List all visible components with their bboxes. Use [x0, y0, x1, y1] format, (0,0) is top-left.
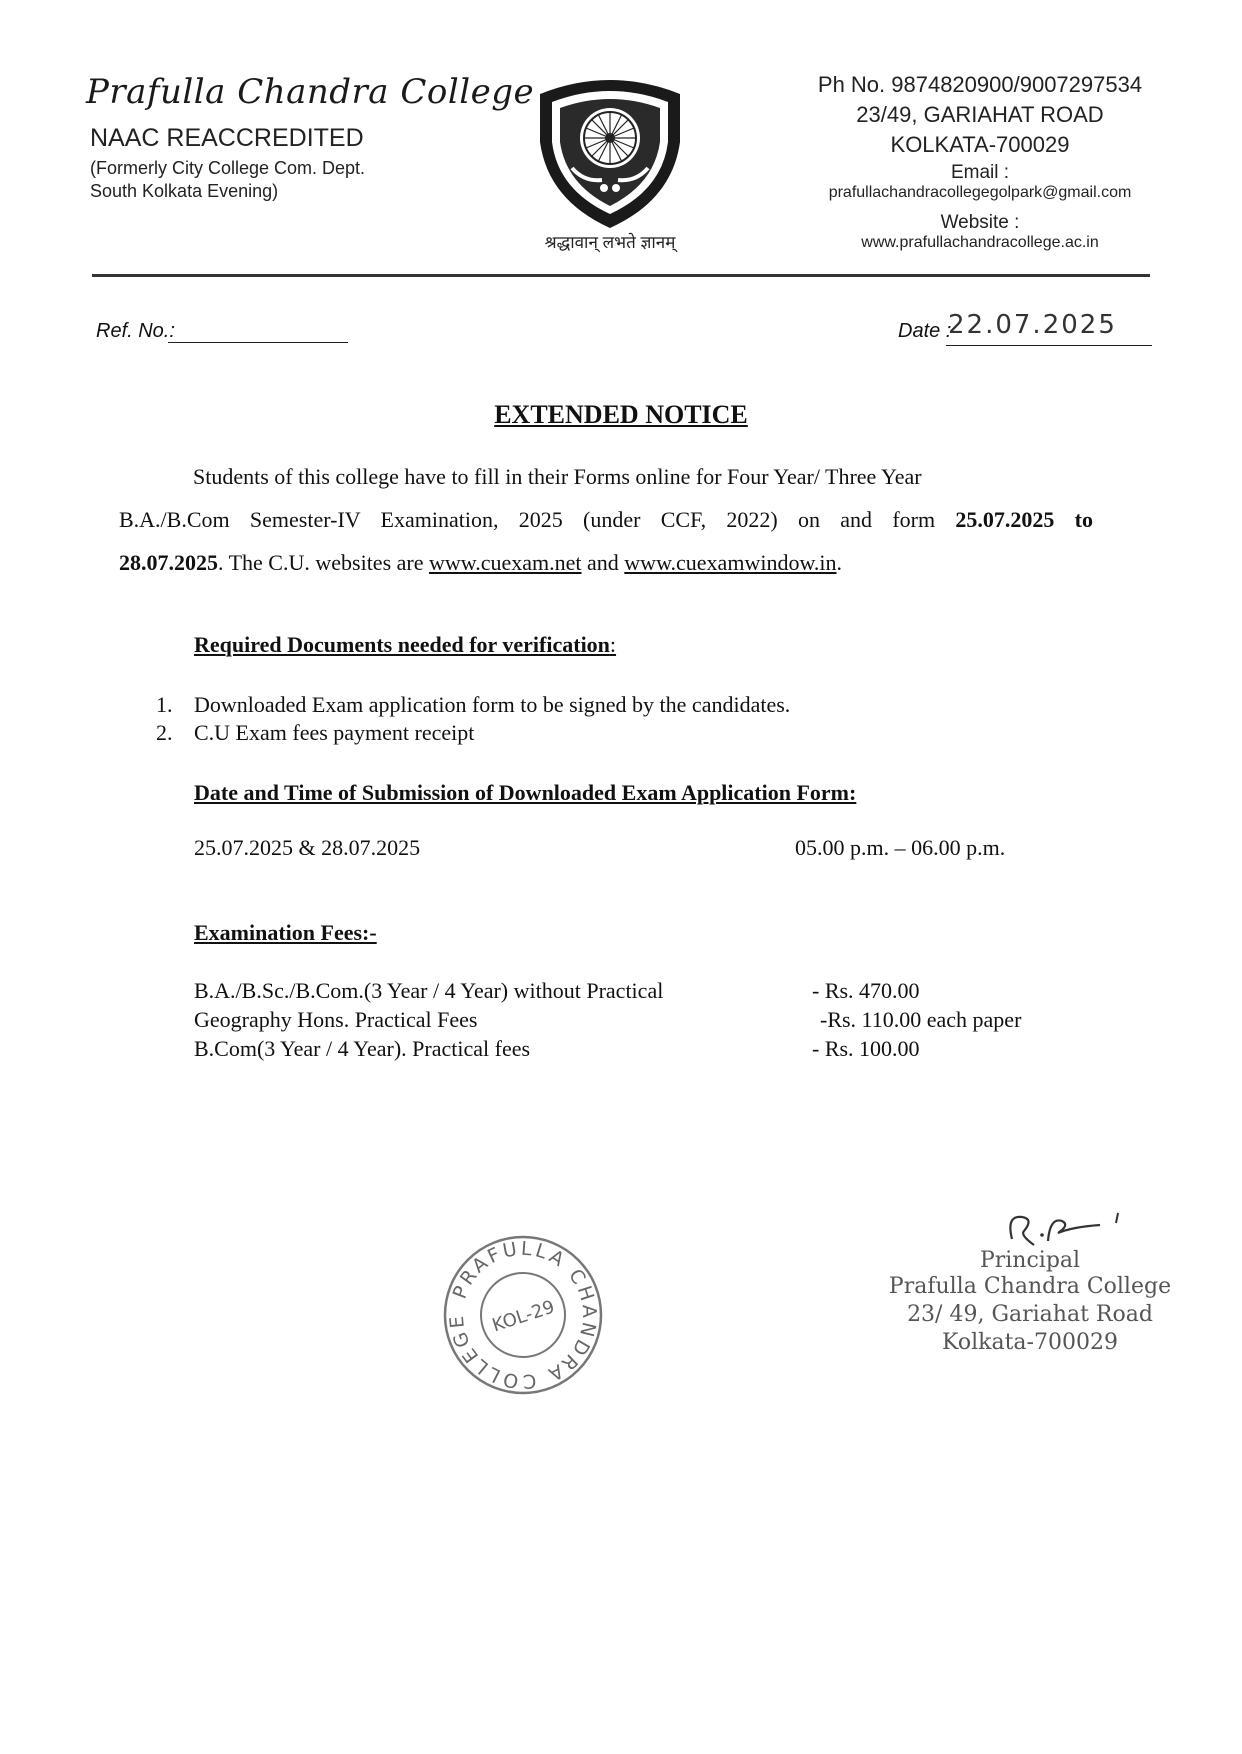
college-motto: श्रद्धावान् लभते ज्ञानम् — [544, 233, 676, 252]
college-seal-stamp — [440, 1232, 606, 1398]
date-blank-line — [946, 345, 1152, 346]
accreditation-text: NAAC REACCREDITED — [90, 124, 364, 152]
end-date: 28.07.2025 — [119, 550, 218, 575]
notice-paragraph-line-2 — [119, 498, 1093, 541]
fee-label: B.A./B.Sc./B.Com.(3 Year / 4 Year) without Practical — [194, 978, 664, 1003]
formerly-line-2: South Kolkata Evening) — [90, 181, 279, 201]
fee-label: Geography Hons. Practical Fees — [194, 1007, 478, 1032]
para-text: . The C.U. websites are — [218, 550, 429, 575]
examination-fees-heading: Examination Fees:- — [194, 920, 377, 945]
submission-heading: Date and Time of Submission of Downloaded Exam Application Form: — [194, 780, 857, 805]
submission-dates: 25.07.2025 & 28.07.2025 — [194, 835, 421, 860]
list-item: Downloaded Exam application form to be signed by the candidates. — [194, 692, 791, 717]
date-label: Date : — [898, 320, 952, 342]
header-divider — [92, 274, 1150, 277]
start-date-range: 25.07.2025 to — [955, 507, 1093, 532]
fee-label: B.Com(3 Year / 4 Year). Practical fees — [194, 1036, 531, 1061]
email-address: prafullachandracollegegolpark@gmail.com — [828, 184, 1132, 201]
notice-paragraph-line-3 — [119, 541, 1093, 584]
heading-text: Required Documents needed for verification — [194, 632, 610, 657]
notice-paragraph-line-1: Students of this college have to fill in their Forms online for Four Year/ Three Year — [193, 464, 922, 489]
fee-amount: -Rs. 110.00 each paper — [820, 1007, 1022, 1032]
address-line-1: 23/49, GARIAHAT ROAD — [856, 102, 1104, 127]
address-line-2: KOLKATA-700029 — [890, 132, 1070, 157]
notice-title: EXTENDED NOTICE — [494, 400, 748, 429]
website-address: www.prafullachandracollege.ac.in — [861, 234, 1099, 251]
fee-amount: - Rs. 100.00 — [812, 1036, 920, 1061]
heading-colon: : — [609, 632, 617, 657]
fee-amount: - Rs. 470.00 — [812, 978, 920, 1003]
cuexamwindow-link[interactable]: www.cuexamwindow.in — [624, 550, 837, 575]
submission-time: 05.00 p.m. – 06.00 p.m. — [795, 835, 1006, 860]
signatory-title: Principal — [979, 1248, 1081, 1273]
college-crest-logo — [532, 72, 688, 232]
para-text: . — [836, 550, 843, 575]
list-number: 2. — [156, 720, 173, 745]
para-text: B.A./B.Com Semester-IV Examination, 2025 (under CCF, 2022) on and form — [119, 507, 956, 532]
college-name: Prafulla Chandra College — [86, 72, 535, 112]
list-number: 1. — [156, 692, 173, 717]
email-label: Email : — [950, 162, 1010, 183]
signatory-address-1: 23/ 49, Gariahat Road — [907, 1302, 1153, 1327]
phone-number: Ph No. 9874820900/9007297534 — [817, 72, 1143, 97]
para-text: and — [581, 550, 625, 575]
required-documents-heading — [194, 632, 616, 658]
ref-no-blank-line — [168, 342, 348, 343]
signatory-address-2: Kolkata-700029 — [942, 1330, 1118, 1355]
formerly-line-1: (Formerly City College Com. Dept. — [90, 158, 366, 178]
cuexam-link[interactable]: www.cuexam.net — [429, 550, 582, 575]
list-item: C.U Exam fees payment receipt — [194, 720, 475, 745]
website-label: Website : — [940, 212, 1020, 233]
stamp-center-text: KOL-29 — [489, 1296, 558, 1337]
handwritten-date: 22.07.2025 — [948, 310, 1117, 340]
signatory-college: Prafulla Chandra College — [888, 1274, 1172, 1299]
stamp-ring-text: PRAFULLA CHANDRA COLLEGE — [445, 1237, 601, 1393]
ref-no-label: Ref. No.: — [96, 320, 175, 342]
